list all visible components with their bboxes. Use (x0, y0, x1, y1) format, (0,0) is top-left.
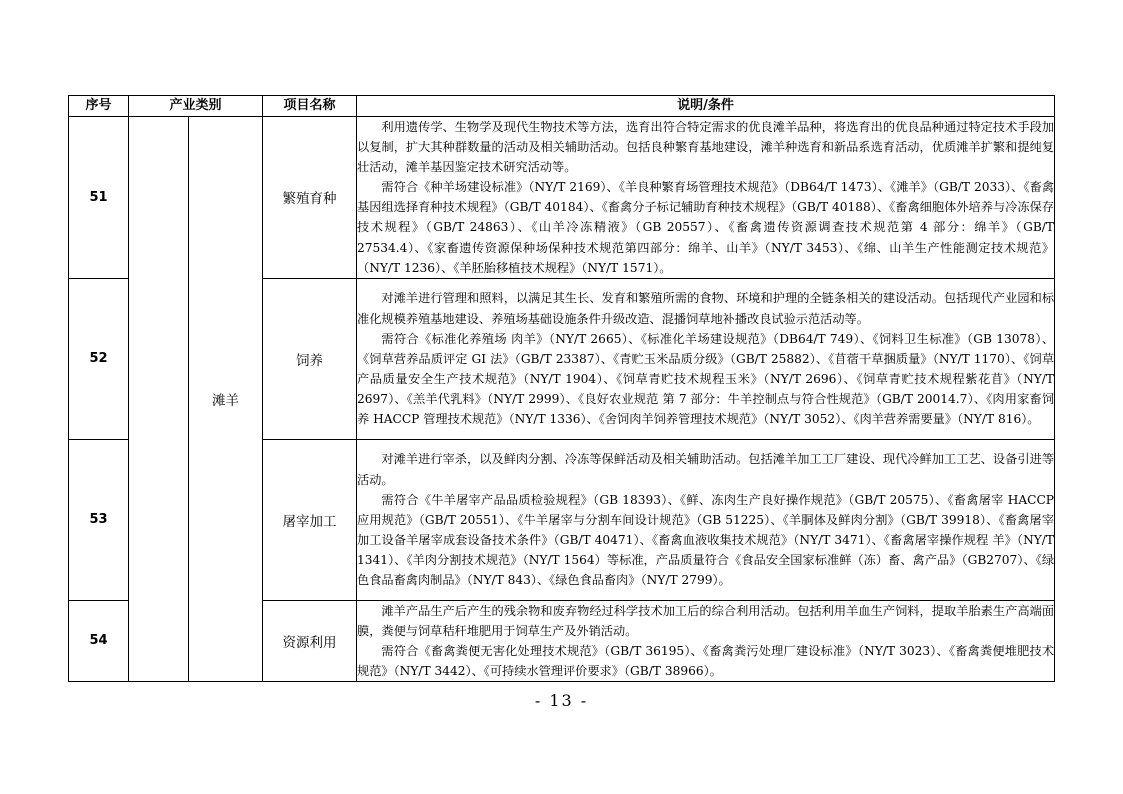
description-paragraph: 需符合《种羊场建设标准》（NY/T 2169）、《羊良种繁育场管理技术规范》（DB64/T 1473）、《滩羊》（GB/T 2033）、《畜禽基因组选择育种技术规程》（GB/T 40184）、《畜禽分子标记辅助育种技术规程》（GB/T 40188）、《畜禽细胞体外培养与冷冻保存技术规程》（GB/T 24863）、《山羊冷冻精液》（GB 20557）、《畜禽遗传资源调查技术规范第 4 部分：绵羊》（GB/T 27534.4）、《家畜遗传资源保种场保种技术规范第四部分：绵羊、山羊》（NY/T 3453）、《绵、山羊生产性能测定技术规范》（NY/T 1236）、《羊胚胎移植技术规程》（NY/T 1571）。 (357, 180, 1055, 275)
table-row (69, 117, 1055, 279)
description-paragraph: 滩羊产品生产后产生的残余物和废弃物经过科学技术加工后的综合利用活动。包括利用羊血生产饲料，提取羊胎素生产高端面膜，粪便与饲草秸秆堆肥用于饲草生产及外销活动。 (357, 603, 1055, 638)
category-empty-cell (129, 117, 189, 682)
project-description (357, 439, 1055, 600)
description-paragraph: 需符合《牛羊屠宰产品品质检验规程》（GB 18393）、《鲜、冻肉生产良好操作规范》（GB/T 20575）、《畜禽屠宰 HACCP 应用规范》（GB/T 20551）、《牛羊屠宰与分割车间设计规范》（GB 51225）、《羊胴体及鲜肉分割》（GB/T 39918）、《畜禽屠宰加工设备羊屠宰成套设备技术条件》（GB/T 40471）、《畜禽血液收集技术规范》（NY/T 3471）、《畜禽屠宰操作规程 羊》（NY/T 1341）、《羊肉分割技术规范》（NY/T 1564）等标准，产品质量符合《食品安全国家标准鲜（冻）畜、禽产品》（GB2707）、《绿色食品畜禽肉制品》（NY/T 843）、《绿色食品畜肉》（NY/T 2799）。 (357, 492, 1055, 587)
header-description: 说明/条件 (357, 96, 1055, 117)
page-number: - 13 - (534, 691, 589, 710)
project-name: 屠宰加工 (263, 439, 357, 600)
project-name: 繁殖育种 (263, 117, 357, 279)
row-seq: 52 (69, 278, 129, 439)
project-description (357, 278, 1055, 439)
description-paragraph: 对滩羊进行宰杀，以及鲜肉分割、冷冻等保鲜活动及相关辅助活动。包括滩羊加工工厂建设、现代冷鲜加工工艺、设备引进等活动。 (357, 452, 1055, 487)
category-value: 滩羊 (189, 117, 263, 682)
row-seq: 53 (69, 439, 129, 600)
row-seq: 51 (69, 117, 129, 279)
table-header-row (69, 96, 1055, 117)
description-paragraph: 利用遗传学、生物学及现代生物技术等方法，选育出符合特定需求的优良滩羊品种，将选育出的优良品种通过特定技术手段加以复制，扩大其种群数量的活动及相关辅助活动。包括良种繁育基地建设，滩羊种选育和新品系选育活动，优质滩羊扩繁和提纯复壮活动，滩羊基因鉴定技术研究活动等。 (357, 120, 1055, 175)
project-name: 饲养 (263, 278, 357, 439)
header-category: 产业类别 (129, 96, 263, 117)
project-description (357, 117, 1055, 279)
industry-project-table (68, 95, 1055, 682)
header-project: 项目名称 (263, 96, 357, 117)
description-paragraph: 需符合《畜禽粪便无害化处理技术规范》（GB/T 36195）、《畜禽粪污处理厂建设标准》（NY/T 3023）、《畜禽粪便堆肥技术规范》（NY/T 3442）、《可持续水管理评价要求》（GB/T 38966）。 (357, 643, 1055, 679)
header-seq: 序号 (69, 96, 129, 117)
description-paragraph: 对滩羊进行管理和照料，以满足其生长、发育和繁殖所需的食物、环境和护理的全链条相关的建设活动。包括现代产业园和标准化规模养殖基地建设、养殖场基础设施条件升级改造、混播饲草地补播改良试验示范活动等。 (357, 291, 1055, 326)
description-paragraph: 需符合《标准化养殖场 肉羊》（NY/T 2665）、《标准化羊场建设规范》（DB64/T 749）、《饲料卫生标准》（GB 13078）、《饲草营养品质评定 GI 法》（GB/T 23387）、《青贮玉米品质分级》（GB/T 25882）、《苜蓿干草捆质量》（NY/T 1170）、《饲草产品质量安全生产技术规范》（NY/T 1904）、《饲草青贮技术规程玉米》（NY/T 2696）、《饲草青贮技术规程紫花苜》（NY/T 2697）、《羔羊代乳料》（NY/T 2999）、《良好农业规范 第 7 部分：牛羊控制点与符合性规范》（GB/T 20014.7）、《肉用家畜饲养 HACCP 管理技术规范》（NY/T 1336）、《舍饲肉羊饲养管理技术规范》（NY/T 3052）、《肉羊营养需要量》（NY/T 816）。 (357, 331, 1055, 426)
project-name: 资源利用 (263, 600, 357, 681)
row-seq: 54 (69, 600, 129, 681)
project-description (357, 600, 1055, 681)
